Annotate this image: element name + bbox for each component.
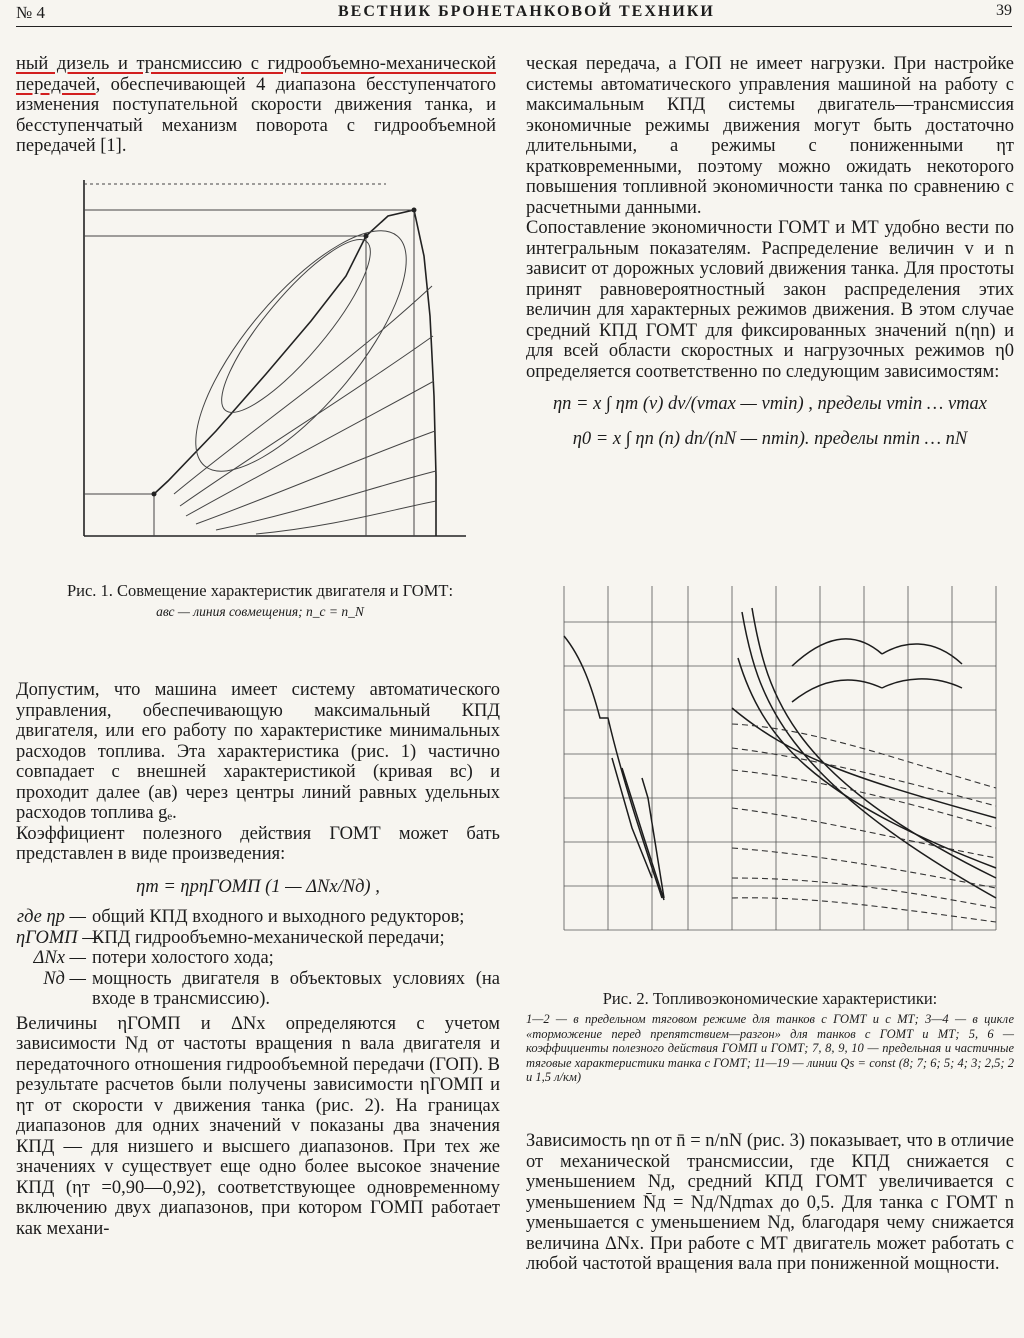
figure-1-contour-8 bbox=[256, 501, 436, 534]
figure-2-grid bbox=[564, 586, 996, 930]
figure-2-curve-5 bbox=[792, 639, 962, 666]
definition-symbol: ηГОМП — bbox=[16, 927, 99, 948]
figure-1-contour-2 bbox=[162, 201, 439, 502]
formula-transmission-efficiency: ηт = ηрηГОМП (1 — ΔNx/Nд) , bbox=[136, 876, 380, 897]
definition-text: потери холостого хода; bbox=[92, 948, 274, 968]
figure-1-contour-4 bbox=[180, 336, 433, 506]
figure-2-graph bbox=[552, 578, 1006, 966]
figure-2-curve-1 bbox=[564, 636, 662, 898]
right-column-top bbox=[526, 54, 1014, 459]
formula-average-efficiency-total: η0 = x ∫ ηn (n) dn/(nN — nmin). пределы nmin … nN bbox=[572, 428, 968, 449]
issue-number: № 4 bbox=[16, 3, 45, 22]
paragraph-efficiency: Коэффициент полезного действия ГОМТ может бать представлен в виде произведения: bbox=[16, 823, 500, 864]
figure-2-curve-6 bbox=[792, 679, 962, 702]
figure-1-engine-characteristics bbox=[56, 176, 476, 556]
definition-symbol: где ηр — bbox=[16, 907, 86, 927]
definition-text: общий КПД входного и выходного редукторов; bbox=[92, 907, 465, 927]
figure-1-contour-5 bbox=[186, 381, 434, 516]
definition-row bbox=[16, 948, 500, 969]
running-header bbox=[16, 2, 1012, 27]
figure-1-caption: Рис. 1. Совмещение характеристик двигателя и ГОМТ: bbox=[66, 581, 454, 600]
figure-2-caption-block bbox=[526, 990, 1014, 1085]
definition-text: мощность двигателя в объектовых условиях (на входе в трансмиссию). bbox=[92, 968, 500, 1009]
figure-2-curve-4 bbox=[622, 768, 664, 900]
figure-1-characteristic-envelope bbox=[154, 210, 436, 536]
definition-text: КПД гидрообъемно-механической передачи; bbox=[92, 927, 445, 948]
definition-row bbox=[16, 969, 500, 1010]
paragraph-control-tuning: ческая передача, а ГОП не имеет нагрузки. При настройке системы автоматического управления машиной на работу с максимальным КПД системы двигатель—трансмиссия экономичные режимы движения могут быть достаточно длительными, а режимы с пониженными ηт кратковременными, поэтому можно ожидать некоторого повышения топливной экономичности танка по сравнению с расчетными данными. bbox=[526, 54, 1014, 218]
definition-symbol: ΔNx — bbox=[33, 948, 86, 968]
definition-row bbox=[16, 928, 500, 949]
paragraph-efficiency-dependence: Зависимость ηn от n̄ = n/nN (рис. 3) показывает, что в отличие от механической трансмиссии, где КПД снижается с уменьшением Nд, средний КПД ГОМТ увеличивается с уменьшением N̄д = Nд/Nдmax до 0,5. Для танка с ГОМТ n уменьшается с уменьшением Nд, благодаря чему снижается величина ΔNx. При работе с МТ двигатель может работать с любой частотой вращения вала при пониженной мощности. bbox=[526, 1131, 1014, 1274]
figure-2-fuel-economy bbox=[552, 578, 1006, 966]
formula-average-efficiency-n: ηn = x ∫ ηт (v) dv/(vmax — vmin) , пределы vmin … vmax bbox=[552, 394, 987, 414]
figure-2-curve-3 bbox=[612, 758, 652, 878]
figure-1-contour-7 bbox=[216, 471, 436, 530]
figure-1-point-b bbox=[364, 234, 369, 239]
definition-symbol: Nд — bbox=[43, 968, 86, 989]
opening-paragraph-continuation: , обеспечивающей 4 диапазона бесступенчатого изменения поступательной скорости движения танка, и бесступенчатый механизм поворота с гидрообъемной передачей [1]. bbox=[16, 74, 496, 156]
underlined-phrase: ный дизель и трансмиссию с гидрообъемно-механической передачей bbox=[16, 54, 496, 95]
paragraph-comparison: Сопоставление экономичности ГОМТ и МТ удобно вести по интегральным показателям. Распределение величин v и n зависит от дорожных условий движения танка. Для простоты принят равновероятностный закон распределения этих величин для характерных режимов движения. В этом случае средний КПД ГОМТ для фиксированных значений n(ηn) и для всей области скоростных и нагрузочных режимов η0 определяется соответственно по следующим зависимостям: bbox=[526, 218, 1014, 382]
figure-1-caption-note: авс — линия совмещения; n_c = n_N bbox=[156, 604, 364, 619]
paragraph-automatic-control: Допустим, что машина имеет систему автоматического управления, обеспечивающую максимальный КПД двигателя, или его работу по характеристике минимальных расходов топлива. Эта характеристика (рис. 1) частично совпадает с внешней характеристикой (кривая вс) и проходит далее (ав) через центры линий равных удельных расходов топлива gₑ. bbox=[16, 680, 500, 823]
figure-2-curve-2 bbox=[642, 778, 664, 898]
figure-1-graph bbox=[56, 176, 476, 556]
figure-2-caption-note: 1—2 — в предельном тяговом режиме для танков с ГОМТ и с МТ; 3—4 — в цикле «торможение перед препятствием—разгон» для танков с ГОМТ и МТ; 5, 6 — коэффициенты полезного действия ГОМП и ГОМТ; 7, 8, 9, 10 — предельная и частичные тяговые характеристики танка с ГОМТ; 11—19 — линии Qs = const (8; 7; 6; 5; 4; 3; 2,5; 2 и 1,5 л/км) bbox=[526, 1012, 1014, 1084]
figure-1-contour-3 bbox=[174, 286, 432, 494]
left-column-bottom bbox=[16, 680, 500, 1239]
figure-1-caption-block bbox=[40, 582, 480, 620]
definition-list bbox=[16, 907, 500, 1010]
opening-paragraph bbox=[16, 54, 496, 157]
figure-2-curve-8 bbox=[742, 612, 996, 898]
page-number: 39 bbox=[996, 2, 1012, 19]
figure-2-curve-9 bbox=[738, 658, 996, 868]
journal-title: ВЕСТНИК БРОНЕТАНКОВОЙ ТЕХНИКИ bbox=[338, 3, 715, 20]
figure-1-point-c bbox=[412, 208, 417, 213]
figure-1-point-a bbox=[152, 492, 157, 497]
right-column-bottom bbox=[526, 1131, 1014, 1275]
definition-row bbox=[16, 907, 500, 928]
figure-2-caption: Рис. 2. Топливоэкономические характеристики: bbox=[602, 989, 938, 1008]
paragraph-calculation-results: Величины ηГОМП и ΔNx определяются с учетом зависимости Nд от частоты вращения n вала двигателя и передаточного отношения гидрообъемной передачи (ГОП). В результате расчетов были получены зависимости ηГОМП и ηт от скорости v движения танка (рис. 2). На границах диапазонов для одних значений v показаны два значения КПД — для низшего и высшего диапазонов. При тех же значениях v существует еще одно более высокое значение КПД (ηт =0,90—0,92), соответствующее одновременному включению двух диапазонов, при котором ГОМП работает как механи- bbox=[16, 1013, 500, 1239]
formula-block bbox=[526, 394, 1014, 449]
left-column-top bbox=[16, 54, 496, 157]
